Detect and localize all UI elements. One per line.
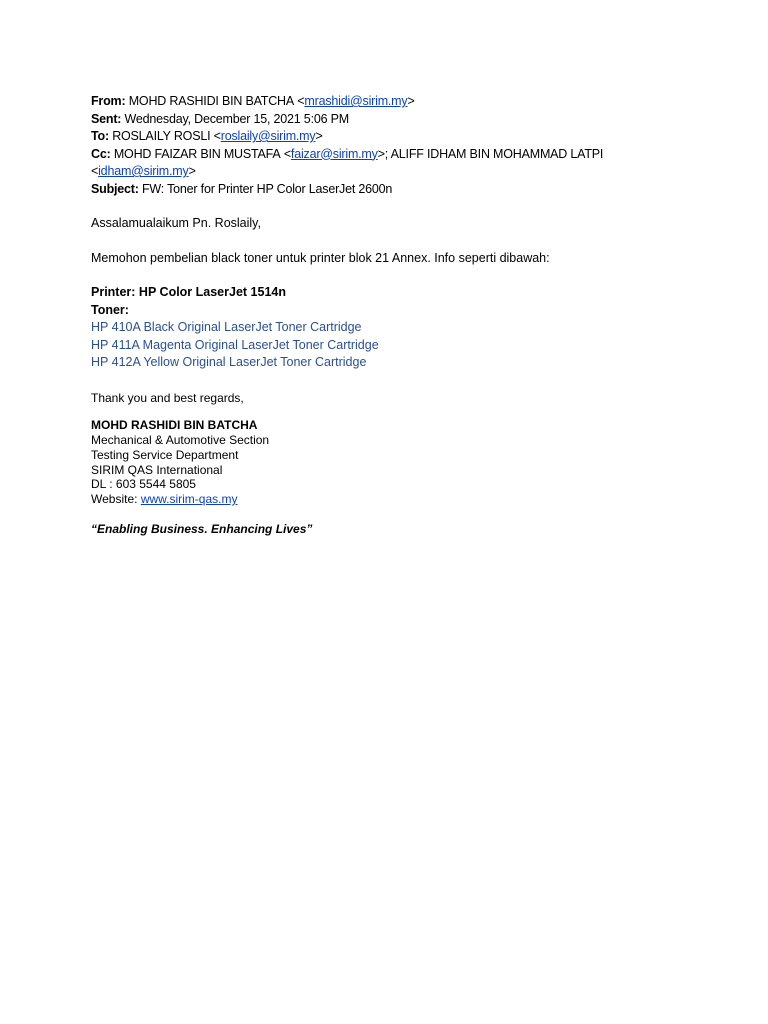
signature-block	[91, 418, 731, 507]
sent-value: Wednesday, December 15, 2021 5:06 PM	[124, 111, 349, 126]
email-document	[91, 93, 731, 536]
from-label: From:	[91, 94, 126, 108]
sent-line	[91, 111, 731, 129]
signature-department: Testing Service Department	[91, 447, 239, 462]
cc1-email-link[interactable]: faizar@sirim.my	[290, 146, 378, 161]
to-line: To: ROSLAILY ROSLI <roslaily@sirim.my>	[91, 129, 323, 143]
subject-line	[91, 181, 731, 199]
signature-company: SIRIM QAS International	[91, 462, 223, 477]
greeting: Assalamualaikum Pn. Roslaily,	[91, 216, 261, 230]
toner-item: HP 410A Black Original LaserJet Toner Cartridge	[91, 320, 362, 334]
signature-website	[91, 492, 731, 507]
subject-label: Subject:	[91, 181, 139, 196]
to-label: To:	[91, 129, 109, 143]
email-header	[91, 93, 731, 198]
subject-value: FW: Toner for Printer HP Color LaserJet 2600n	[142, 181, 393, 196]
cc2-email-link[interactable]: idham@sirim.my	[98, 164, 189, 178]
toner-label: Toner:	[91, 302, 129, 317]
cc-line: Cc: MOHD FAIZAR BIN MUSTAFA <faizar@sirim.my>; ALIFF IDHAM BIN MOHAMMAD LATPI <idham@sirim.my>	[91, 146, 604, 178]
sent-label: Sent:	[91, 111, 122, 126]
from-name: MOHD RASHIDI BIN BATCHA	[128, 94, 295, 108]
website-label: Website:	[91, 492, 138, 507]
signature-section: Mechanical & Automotive Section	[91, 433, 270, 448]
to-name: ROSLAILY ROSLI	[112, 129, 211, 143]
signature-name: MOHD RASHIDI BIN BATCHA	[91, 418, 258, 433]
signature-dl: DL : 603 5544 5805	[91, 477, 196, 492]
toner-item: HP 411A Magenta Original LaserJet Toner Cartridge	[91, 337, 379, 352]
closing-text: Thank you and best regards,	[91, 390, 244, 405]
to-email-link[interactable]: roslaily@sirim.my	[220, 129, 316, 143]
slogan: “Enabling Business. Enhancing Lives”	[91, 522, 313, 537]
printer-line: Printer: HP Color LaserJet 1514n	[91, 285, 286, 299]
cc1-name: MOHD FAIZAR BIN MUSTAFA	[113, 146, 281, 161]
cc2-name: ALIFF IDHAM BIN MOHAMMAD LATPI	[390, 146, 604, 161]
request-text: Memohon pembelian black toner untuk printer blok 21 Annex. Info seperti dibawah:	[91, 250, 550, 265]
website-link[interactable]: www.sirim-qas.my	[140, 492, 238, 507]
cc-label: Cc:	[91, 146, 111, 161]
toner-item: HP 412A Yellow Original LaserJet Toner Cartridge	[91, 355, 367, 369]
from-email-link[interactable]: mrashidi@sirim.my	[304, 94, 408, 108]
from-line: From: MOHD RASHIDI BIN BATCHA <mrashidi@sirim.my>	[91, 94, 415, 108]
